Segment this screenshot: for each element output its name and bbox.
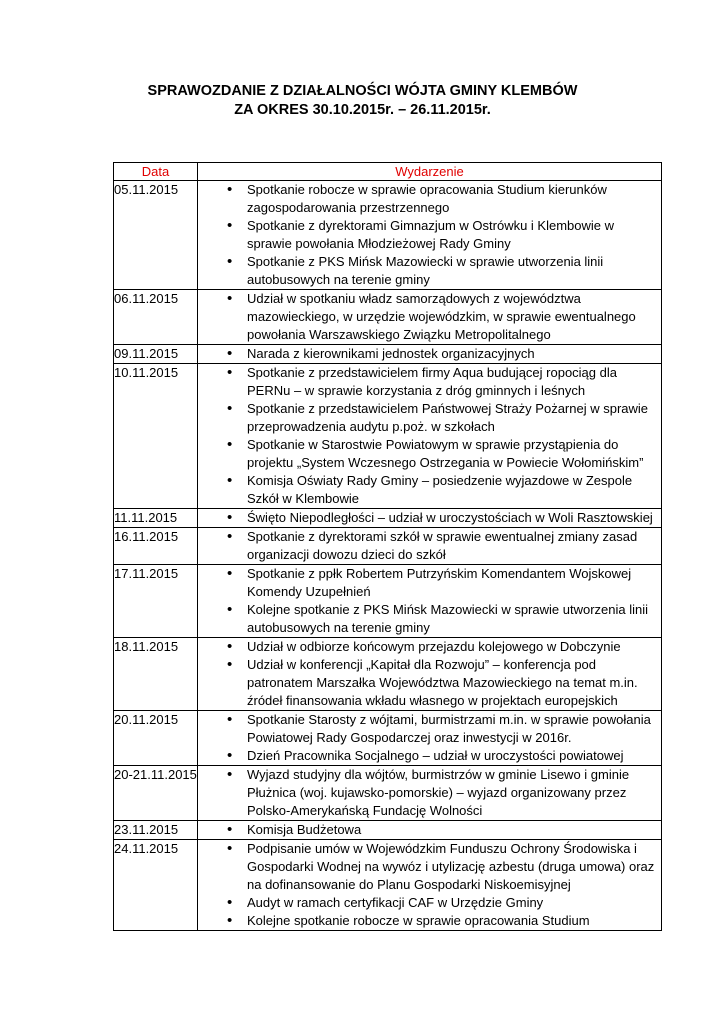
event-item: • Narada z kierownikami jednostek organizacyjnych: [198, 345, 661, 363]
event-item: • Wyjazd studyjny dla wójtów, burmistrzów w gminie Lisewo i gminie Płużnica (woj. kujawsko-pomorskie) – wyjazd organizowany przez Polsko-Amerykańską Fundację Wolności: [198, 766, 661, 820]
row-date: 20-21.11.2015: [114, 766, 198, 821]
event-item: • Podpisanie umów w Wojewódzkim Funduszu Ochrony Środowiska i Gospodarki Wodnej na wywóz i utylizację azbestu (druga umowa) oraz na dofinansowanie do Planu Gospodarki Niskoemisyjnej: [198, 840, 661, 894]
row-date: 10.11.2015: [114, 364, 198, 509]
event-item: • Spotkanie z przedstawicielem Państwowej Straży Pożarnej w sprawie przeprowadzenia audytu p.poż. w szkołach: [198, 400, 661, 436]
event-item: • Spotkanie z dyrektorami szkół w sprawie ewentualnej zmiany zasad organizacji dowozu dzieci do szkół: [198, 528, 661, 564]
event-item: • Spotkanie z ppłk Robertem Putrzyńskim Komendantem Wojskowej Komendy Uzupełnień: [198, 565, 661, 601]
row-date: 23.11.2015: [114, 821, 198, 840]
row-date: 06.11.2015: [114, 290, 198, 345]
event-item: • Spotkanie w Starostwie Powiatowym w sprawie przystąpienia do projektu „System Wczesnego Ostrzegania w Powiecie Wołomińskim”: [198, 436, 661, 472]
event-list: [198, 364, 661, 508]
table-row: [114, 711, 662, 766]
table-body: [114, 181, 662, 931]
event-item: • Dzień Pracownika Socjalnego – udział w uroczystości powiatowej: [198, 747, 661, 765]
event-item: • Spotkanie z PKS Mińsk Mazowiecki w sprawie utworzenia linii autobusowych na terenie gminy: [198, 253, 661, 289]
table-row: [114, 345, 662, 364]
event-list: [198, 711, 661, 765]
row-events: [198, 821, 662, 840]
row-events: [198, 290, 662, 345]
event-item: • Udział w spotkaniu władz samorządowych z województwa mazowieckiego, w urzędzie wojewódzkim, w sprawie ewentualnego powołania Warszawskiego Związku Metropolitalnego: [198, 290, 661, 344]
event-list: [198, 345, 661, 363]
row-date: 18.11.2015: [114, 638, 198, 711]
event-item: • Spotkanie z przedstawicielem firmy Aqua budującej ropociąg dla PERNu – w sprawie korzystania z dróg gminnych i leśnych: [198, 364, 661, 400]
report-period: ZA OKRES 30.10.2015r. – 26.11.2015r.: [234, 102, 491, 118]
table-row: [114, 181, 662, 290]
row-events: [198, 364, 662, 509]
event-item: • Kolejne spotkanie z PKS Mińsk Mazowiecki w sprawie utworzenia linii autobusowych na terenie gminy: [198, 601, 661, 637]
table-row: [114, 290, 662, 345]
table-row: [114, 509, 662, 528]
table-row: [114, 364, 662, 509]
row-events: [198, 766, 662, 821]
row-events: [198, 840, 662, 931]
row-events: [198, 181, 662, 290]
report-title: SPRAWOZDANIE Z DZIAŁALNOŚCI WÓJTA GMINY KLEMBÓW: [147, 83, 578, 99]
event-list: [198, 181, 661, 289]
column-header-event: Wydarzenie: [198, 163, 662, 181]
event-item: • Udział w konferencji „Kapitał dla Rozwoju” – konferencja pod patronatem Marszałka Województwa Mazowieckiego na temat m.in. źródeł finansowania wkładu własnego w projektach europejskich: [198, 656, 661, 710]
event-item: • Komisja Oświaty Rady Gminy – posiedzenie wyjazdowe w Zespole Szkół w Klembowie: [198, 472, 661, 508]
event-list: [198, 509, 661, 527]
events-table: [113, 162, 662, 931]
row-date: 16.11.2015: [114, 528, 198, 565]
event-list: [198, 638, 661, 710]
event-item: • Spotkanie Starosty z wójtami, burmistrzami m.in. w sprawie powołania Powiatowej Rady Gospodarczej oraz inwestycji w 2016r.: [198, 711, 661, 747]
event-list: [198, 821, 661, 839]
row-events: [198, 565, 662, 638]
table-row: [114, 565, 662, 638]
column-header-date: Data: [114, 163, 198, 181]
row-events: [198, 528, 662, 565]
event-item: • Spotkanie robocze w sprawie opracowania Studium kierunków zagospodarowania przestrzennego: [198, 181, 661, 217]
row-date: 05.11.2015: [114, 181, 198, 290]
table-row: [114, 766, 662, 821]
row-date: 24.11.2015: [114, 840, 198, 931]
row-events: [198, 345, 662, 364]
row-events: [198, 638, 662, 711]
table-row: [114, 840, 662, 931]
row-events: [198, 711, 662, 766]
event-item: • Kolejne spotkanie robocze w sprawie opracowania Studium: [198, 912, 661, 930]
event-item: • Audyt w ramach certyfikacji CAF w Urzędzie Gminy: [198, 894, 661, 912]
event-item: • Spotkanie z dyrektorami Gimnazjum w Ostrówku i Klembowie w sprawie powołania Młodzieżowej Rady Gminy: [198, 217, 661, 253]
event-item: • Święto Niepodległości – udział w uroczystościach w Woli Rasztowskiej: [198, 509, 661, 527]
event-list: [198, 840, 661, 930]
event-list: [198, 565, 661, 637]
event-item: • Komisja Budżetowa: [198, 821, 661, 839]
event-list: [198, 290, 661, 344]
row-date: 20.11.2015: [114, 711, 198, 766]
event-item: • Udział w odbiorze końcowym przejazdu kolejowego w Dobczynie: [198, 638, 661, 656]
row-events: [198, 509, 662, 528]
table-row: [114, 821, 662, 840]
event-list: [198, 766, 661, 820]
row-date: 09.11.2015: [114, 345, 198, 364]
table-row: [114, 638, 662, 711]
event-list: [198, 528, 661, 564]
row-date: 17.11.2015: [114, 565, 198, 638]
table-row: [114, 528, 662, 565]
row-date: 11.11.2015: [114, 509, 198, 528]
table-header-row: [114, 163, 662, 181]
